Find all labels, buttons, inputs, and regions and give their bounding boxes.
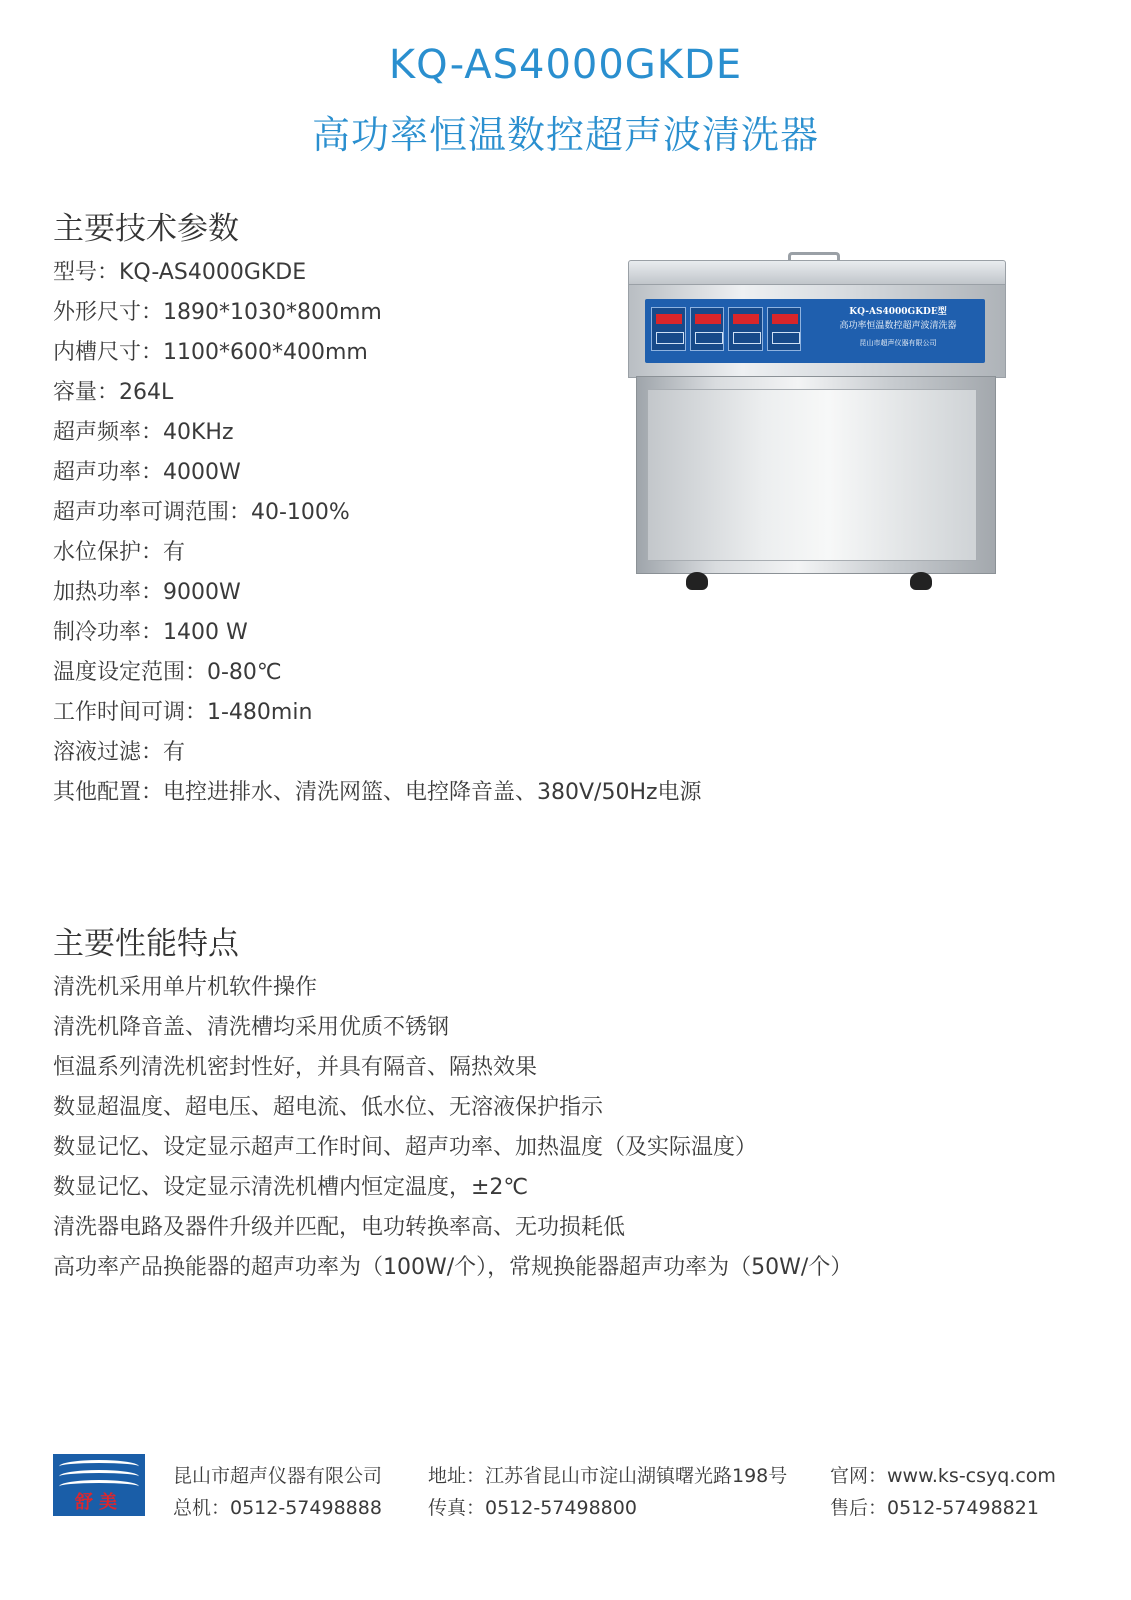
product-image bbox=[628, 252, 1008, 602]
feature-item: 恒温系列清洗机密封性好，并具有隔音、隔热效果 bbox=[53, 1055, 538, 1080]
nameplate-name: 高功率恒温数控超声波清洗器 bbox=[839, 321, 957, 331]
footer-company-block bbox=[173, 1460, 382, 1524]
spec-item: 制冷功率：1400 W bbox=[53, 620, 248, 645]
feature-item: 数显超温度、超电压、超电流、低水位、无溶液保护指示 bbox=[53, 1095, 604, 1120]
footer-address-block bbox=[428, 1460, 787, 1524]
feature-item: 数显记忆、设定显示超声工作时间、超声功率、加热温度（及实际温度） bbox=[53, 1135, 758, 1160]
nameplate-company: 昆山市超声仪器有限公司 bbox=[859, 339, 937, 347]
spec-item: 加热功率：9000W bbox=[53, 580, 241, 605]
spec-item: 超声功率可调范围：40-100% bbox=[53, 500, 350, 525]
footer-website[interactable]: 官网：www.ks-csyq.com bbox=[830, 1465, 1056, 1487]
feature-item: 清洗器电路及器件升级并匹配，电功转换率高、无功损耗低 bbox=[53, 1215, 626, 1240]
display-unit bbox=[728, 307, 763, 351]
display-unit bbox=[690, 307, 725, 351]
spec-item: 型号：KQ-AS4000GKDE bbox=[53, 260, 307, 285]
machine-lower-body bbox=[636, 376, 996, 574]
spec-item: 温度设定范围：0-80℃ bbox=[53, 660, 282, 685]
specs-heading: 主要技术参数 bbox=[53, 211, 239, 247]
display-unit bbox=[767, 307, 802, 351]
digital-displays bbox=[651, 307, 801, 351]
feature-list bbox=[53, 968, 852, 1288]
footer-after-sales: 售后：0512-57498821 bbox=[830, 1497, 1039, 1519]
footer-company: 昆山市超声仪器有限公司 bbox=[173, 1465, 383, 1487]
spec-item: 其他配置：电控进排水、清洗网篮、电控降音盖、380V/50Hz电源 bbox=[53, 780, 702, 805]
caster-wheel-icon bbox=[910, 572, 932, 590]
logo-text: 舒美 bbox=[75, 1492, 123, 1513]
feature-item: 高功率产品换能器的超声功率为（100W/个），常规换能器超声功率为（50W/个） bbox=[53, 1255, 853, 1280]
feature-item: 清洗机采用单片机软件操作 bbox=[53, 975, 318, 1000]
spec-list bbox=[53, 253, 702, 813]
machine-lid bbox=[628, 260, 1006, 286]
nameplate-model: KQ-AS4000GKDE型 bbox=[849, 307, 947, 317]
spec-item: 溶液过滤：有 bbox=[53, 740, 186, 765]
spec-item: 超声频率：40KHz bbox=[53, 420, 234, 445]
footer-fax: 传真：0512-57498800 bbox=[428, 1497, 637, 1519]
spec-item: 容量：264L bbox=[53, 380, 174, 405]
footer-phone: 总机：0512-57498888 bbox=[173, 1497, 382, 1519]
feature-item: 清洗机降音盖、清洗槽均采用优质不锈钢 bbox=[53, 1015, 450, 1040]
feature-item: 数显记忆、设定显示清洗机槽内恒定温度，±2℃ bbox=[53, 1175, 529, 1200]
features-heading: 主要性能特点 bbox=[53, 926, 239, 962]
footer-web-block bbox=[830, 1460, 1056, 1524]
footer-address: 地址：江苏省昆山市淀山湖镇曙光路198号 bbox=[428, 1465, 788, 1487]
company-logo-icon bbox=[53, 1454, 145, 1516]
caster-wheel-icon bbox=[686, 572, 708, 590]
spec-item: 外形尺寸：1890*1030*800mm bbox=[53, 300, 382, 325]
product-model-title: KQ-AS4000GKDE bbox=[388, 42, 743, 88]
spec-item: 工作时间可调：1-480min bbox=[53, 700, 313, 725]
spec-item: 内槽尺寸：1100*600*400mm bbox=[53, 340, 368, 365]
machine-upper-body bbox=[628, 284, 1006, 378]
spec-item: 水位保护：有 bbox=[53, 540, 186, 565]
display-unit bbox=[651, 307, 686, 351]
product-name-title: 高功率恒温数控超声波清洗器 bbox=[311, 113, 819, 157]
spec-item: 超声功率：4000W bbox=[53, 460, 241, 485]
front-access-panel bbox=[647, 389, 977, 561]
panel-nameplate bbox=[815, 305, 981, 349]
control-panel bbox=[645, 299, 985, 363]
